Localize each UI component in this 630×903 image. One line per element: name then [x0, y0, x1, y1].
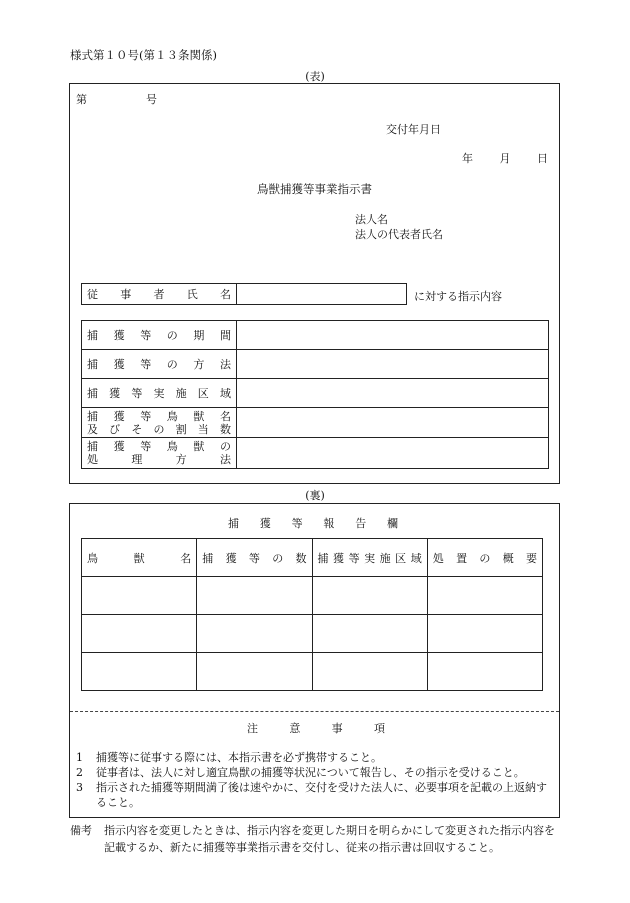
report-cell[interactable]	[427, 615, 542, 653]
number-line	[76, 91, 157, 107]
notes-list	[76, 750, 556, 810]
report-header-row	[82, 539, 543, 577]
front-side-label: (表)	[305, 70, 325, 83]
remarks-text: 指示内容を変更したときは、指示内容を変更した期日を明らかにして変更された指示内容を記載するか、新たに捕獲等事業指示書を交付し、従来の指示書は回収すること。	[104, 824, 555, 854]
instruction-label-char: 数	[219, 422, 231, 436]
report-column-header	[312, 539, 427, 577]
instruction-label-char: 鳥	[166, 440, 178, 453]
instruction-row-label-line	[87, 423, 231, 436]
date-month-label: 月	[499, 152, 511, 165]
report-header-char: 捕	[202, 551, 214, 565]
date-year-label: 年	[462, 152, 473, 165]
instruction-label-char: 名	[219, 409, 231, 423]
worker-name-char: 従	[87, 288, 98, 301]
report-cell[interactable]	[82, 615, 197, 653]
note-item	[76, 780, 556, 810]
note-item	[76, 765, 556, 780]
report-header-char: の	[272, 551, 284, 565]
instruction-label-char: 捕	[87, 440, 98, 453]
instruction-label-char: 等	[131, 386, 143, 400]
instruction-label-char: 施	[175, 386, 187, 400]
date-day-label: 日	[537, 152, 548, 165]
worker-name-char: 者	[153, 288, 165, 301]
instruction-row	[82, 438, 549, 469]
instruction-label-char: 期	[193, 328, 205, 342]
instruction-row-label-line	[87, 440, 231, 453]
instruction-label-char: 区	[197, 386, 209, 400]
report-title-char: 獲	[259, 517, 271, 530]
report-row	[82, 577, 543, 615]
instruction-row-label	[82, 379, 237, 408]
report-cell[interactable]	[312, 577, 427, 615]
instruction-row-label-line	[87, 329, 231, 342]
instruction-row-value[interactable]	[237, 321, 549, 350]
report-header-char: 処	[432, 551, 444, 565]
notes-title-char: 注	[247, 722, 258, 735]
report-header-char: 鳥	[87, 551, 98, 565]
instruction-row-value[interactable]	[237, 408, 549, 438]
instruction-label-char: 獣	[193, 440, 205, 453]
report-title-char: 報	[323, 517, 335, 530]
report-header-char: 区	[395, 551, 407, 565]
note-number: 1	[76, 751, 83, 764]
instruction-label-char: 獲	[113, 440, 125, 453]
number-go: 号	[146, 93, 157, 106]
instruction-row-label-line	[87, 387, 231, 400]
report-header-char: 等	[248, 551, 260, 565]
note-text: 捕獲等に従事する際には、本指示書を必ず携帯すること。	[96, 751, 382, 764]
instruction-label-char: 及	[87, 422, 98, 436]
form-title: 様式第１０号(第１３条関係)	[70, 48, 217, 62]
report-cell[interactable]	[427, 577, 542, 615]
instruction-label-char: 実	[153, 386, 165, 400]
report-header-char: 実	[364, 551, 376, 565]
report-header-char: 要	[526, 551, 537, 565]
worker-name-char: 事	[120, 288, 132, 301]
instruction-table	[81, 320, 549, 469]
instruction-label-char: 捕	[87, 328, 98, 342]
instruction-label-char: 捕	[87, 386, 98, 400]
report-column-header	[427, 539, 542, 577]
instruction-label-char: 獲	[113, 328, 125, 342]
worker-name-label-cell	[82, 284, 237, 305]
instruction-label-char: 獲	[113, 409, 125, 423]
note-text: 指示された捕獲等期間満了後は速やかに、交付を受けた法人に、必要事項を記載の上返納すること。	[96, 781, 547, 809]
instruction-label-char: 割	[175, 422, 187, 436]
instruction-label-char: 鳥	[166, 409, 178, 423]
worker-name-table	[81, 283, 407, 305]
report-header-char: 獲	[225, 551, 237, 565]
corp-name-label: 法人名	[355, 213, 388, 226]
instruction-row-value[interactable]	[237, 350, 549, 379]
report-header-char: 概	[502, 551, 514, 565]
report-header-char: 捕	[317, 551, 329, 565]
back-panel	[69, 503, 560, 818]
instruction-row	[82, 408, 549, 438]
report-header-char: 獣	[133, 551, 145, 565]
report-header-char: 等	[348, 551, 360, 565]
instruction-label-char: 等	[140, 357, 152, 371]
instruction-label-char: 間	[219, 328, 231, 342]
instruction-label-char: の	[166, 328, 178, 342]
report-header-char: 獲	[333, 551, 345, 565]
report-column-header	[197, 539, 312, 577]
instruction-label-char: 理	[131, 453, 143, 466]
instruction-label-char: び	[109, 422, 121, 436]
instruction-label-char: 獣	[193, 409, 205, 423]
instruction-row-label-line	[87, 410, 231, 423]
report-row	[82, 615, 543, 653]
instruction-row-label-line	[87, 358, 231, 371]
report-cell[interactable]	[427, 653, 542, 691]
report-cell[interactable]	[197, 653, 312, 691]
report-column-header	[82, 539, 197, 577]
report-title-char: 欄	[386, 517, 398, 530]
instruction-row	[82, 321, 549, 350]
instruction-label-char: の	[219, 440, 231, 453]
instruction-label-char: 法	[219, 357, 231, 371]
instruction-label-char: 等	[140, 440, 152, 453]
instruction-row-label-line	[87, 453, 231, 466]
notes-title-char: 事	[331, 722, 343, 735]
report-header-char: の	[479, 551, 491, 565]
report-title-char: 等	[291, 517, 303, 530]
report-row	[82, 653, 543, 691]
instruction-label-char: 等	[140, 409, 152, 423]
instruction-label-char: 捕	[87, 357, 98, 371]
front-panel	[69, 83, 560, 484]
instruction-row-value[interactable]	[237, 438, 549, 469]
report-title-char: 捕	[228, 517, 239, 530]
instruction-label-char: 法	[219, 453, 231, 466]
report-table	[81, 538, 543, 691]
instruction-label-char: 方	[193, 357, 205, 371]
worker-name-input[interactable]	[237, 284, 407, 305]
note-number: 2	[76, 766, 83, 779]
report-header-char: 数	[295, 551, 307, 565]
corp-rep-label: 法人の代表者氏名	[355, 228, 443, 241]
instruction-label-char: 獲	[113, 357, 125, 371]
instruction-row-value[interactable]	[237, 379, 549, 408]
instruction-row-label	[82, 408, 237, 438]
note-number: 3	[76, 781, 83, 794]
issue-date-label: 交付年月日	[386, 123, 441, 136]
note-text: 従事者は、法人に対し適宜鳥獣の捕獲等状況について報告し、その指示を受けること。	[96, 766, 525, 779]
instruction-label-char: の	[166, 357, 178, 371]
notes-divider	[70, 711, 559, 712]
instruction-label-char: 捕	[87, 409, 98, 423]
notes-title-char: 項	[373, 722, 385, 735]
instruction-row-label	[82, 438, 237, 469]
report-cell[interactable]	[312, 653, 427, 691]
instruction-label-char: 当	[197, 422, 209, 436]
report-header-char: 施	[379, 551, 391, 565]
worker-name-char: 氏	[186, 288, 198, 301]
report-header-char: 域	[410, 551, 422, 565]
date-fields[interactable]	[462, 150, 548, 166]
instruction-row	[82, 379, 549, 408]
instruction-row-label	[82, 321, 237, 350]
number-dai: 第	[76, 93, 87, 106]
back-side-label: (裏)	[305, 489, 325, 502]
report-cell[interactable]	[82, 577, 197, 615]
notes-title	[247, 720, 385, 736]
report-header-char: 置	[456, 551, 468, 565]
instruction-label-char: 獲	[109, 386, 121, 400]
instruction-label-char: 域	[219, 386, 231, 400]
report-title	[228, 515, 398, 531]
document-title: 鳥獣捕獲等事業指示書	[257, 182, 372, 196]
instruction-row-label	[82, 350, 237, 379]
instruction-label-char: 方	[175, 453, 187, 466]
report-header-char: 名	[180, 551, 192, 565]
instruction-row	[82, 350, 549, 379]
instruction-suffix: に対する指示内容	[414, 290, 502, 303]
instruction-label-char: の	[153, 422, 165, 436]
report-cell[interactable]	[82, 653, 197, 691]
worker-name-label	[87, 286, 231, 302]
report-cell[interactable]	[197, 615, 312, 653]
remarks-label: 備考	[70, 824, 92, 837]
report-cell[interactable]	[197, 577, 312, 615]
report-cell[interactable]	[312, 615, 427, 653]
remarks	[70, 822, 560, 856]
note-item	[76, 750, 556, 765]
instruction-label-char: そ	[131, 422, 143, 436]
instruction-label-char: 処	[87, 453, 98, 466]
notes-title-char: 意	[289, 722, 301, 735]
report-title-char: 告	[355, 517, 367, 530]
instruction-label-char: 等	[140, 328, 152, 342]
worker-name-char: 名	[220, 288, 231, 301]
